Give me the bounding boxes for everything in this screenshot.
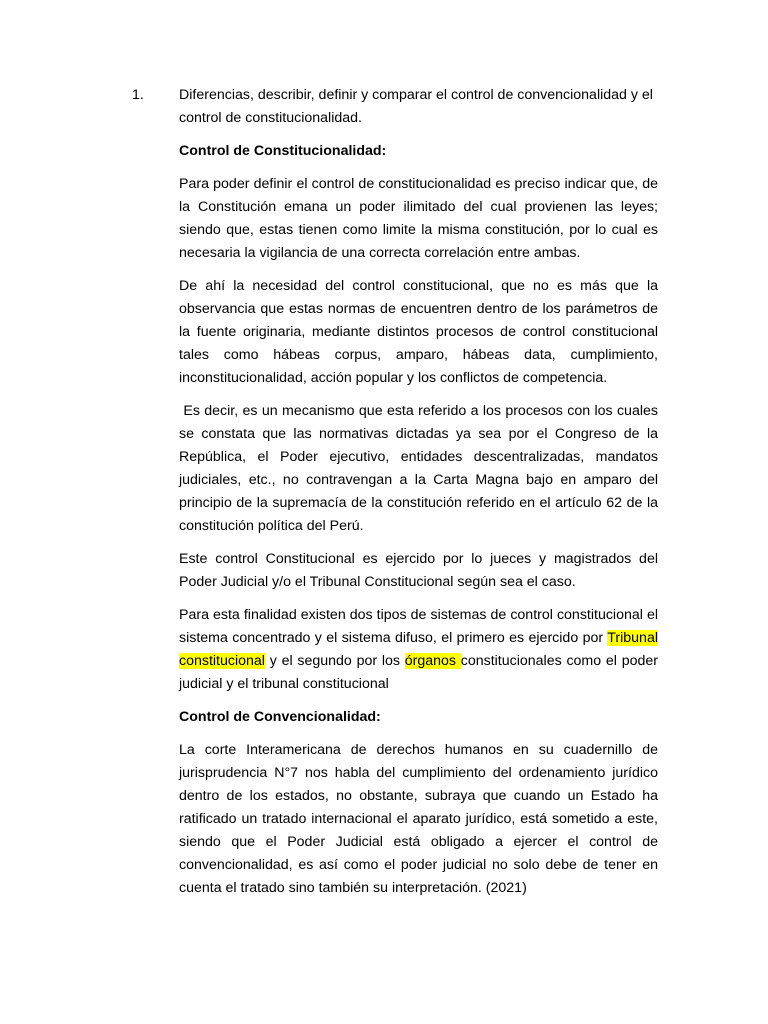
paragraph-text-segment: Para esta finalidad existen dos tipos de sistemas de control constitucional el sistema concentrado y el sistema difuso, el primero es ejercido por <box>179 607 658 646</box>
paragraph-constitucionalidad-5 <box>179 604 658 696</box>
paragraph-constitucionalidad-3: Es decir, es un mecanismo que esta referido a los procesos con los cuales se constata que las normativas dictadas ya sea por el Congreso de la República, el Poder ejecutivo, entidades descentralizadas, mandatos judiciales, etc., no contravengan a la Carta Magna bajo en amparo del principio de la supremacía de la constitución referido en el artículo 62 de la constitución política del Perú. <box>179 403 662 534</box>
question-text: Diferencias, describir, definir y comparar el control de convencionalidad y el control de constitucionalidad. <box>179 87 653 126</box>
paragraph-convencionalidad-1: La corte Interamericana de derechos humanos en su cuadernillo de jurisprudencia N°7 nos habla del cumplimiento del ordenamiento jurídico dentro de los estados, no obstante, subraya que cuando un Estado ha ratificado un tratado internacional el aparato jurídico, está sometido a este, siendo que el Poder Judicial está obligado a ejercer el control de convencionalidad, es así como el poder judicial no solo debe de tener en cuenta el tratado sino también su interpretación. (2021) <box>179 742 658 896</box>
document-body <box>179 84 662 910</box>
section-heading-convencionalidad: Control de Convencionalidad: <box>179 709 381 725</box>
highlighted-text-tribunal: Tribunal constitucional <box>179 630 658 669</box>
section-heading-constitucionalidad: Control de Constitucionalidad: <box>179 143 387 159</box>
paragraph-constitucionalidad-1: Para poder definir el control de constitucionalidad es preciso indicar que, de la Constitución emana un poder ilimitado del cual provienen las leyes; siendo que, estas tienen como limite la misma constitución, por lo cual es necesaria la vigilancia de una correcta correlación entre ambas. <box>179 176 658 261</box>
highlighted-text-organos: órganos <box>404 653 461 669</box>
paragraph-constitucionalidad-2: De ahí la necesidad del control constitucional, que no es más que la observancia que estas normas de encuentren dentro de los parámetros de la fuente originaria, mediante distintos procesos de control constitucional tales como hábeas corpus, amparo, hábeas data, cumplimiento, inconstitucionalidad, acción popular y los conflictos de competencia. <box>179 278 658 386</box>
list-item-number: 1. <box>132 87 144 103</box>
paragraph-text-segment: y el segundo por los <box>264 653 405 669</box>
paragraph-text-segment: constitucionales como el poder judicial y el tribunal constitucional <box>179 653 658 692</box>
paragraph-constitucionalidad-4: Este control Constitucional es ejercido por lo jueces y magistrados del Poder Judicial y/o el Tribunal Constitucional según sea el caso. <box>179 551 658 590</box>
